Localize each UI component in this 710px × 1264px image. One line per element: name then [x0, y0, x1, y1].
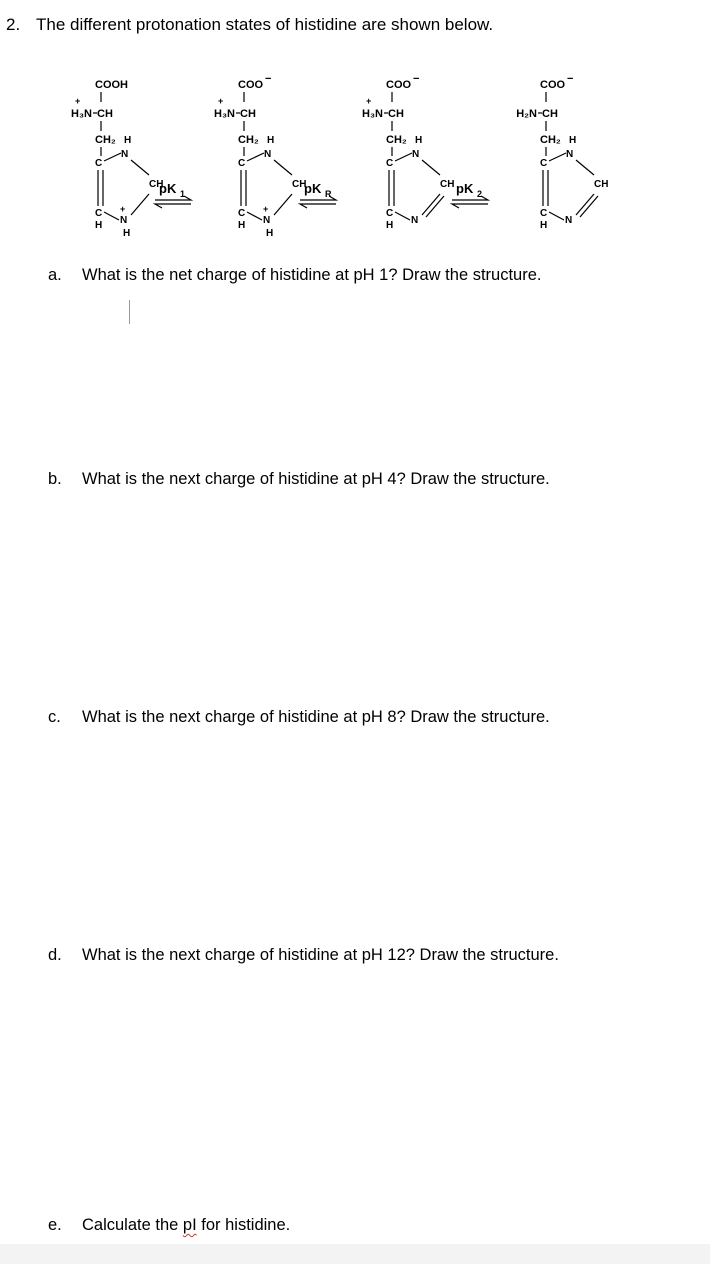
- part-text-after: for histidine.: [196, 1216, 291, 1234]
- part-letter: a.: [48, 266, 62, 284]
- forward-arrow: [452, 196, 488, 200]
- alpha-carbon: CH: [388, 108, 404, 120]
- side-chain-ch2: CH₂: [238, 134, 259, 146]
- pk-subscript: 2: [477, 189, 483, 199]
- ring-ch: CH: [594, 179, 609, 190]
- bond-line: [274, 194, 292, 215]
- ring-carbon-bottom: C: [238, 208, 246, 219]
- page-bottom-edge: [0, 1244, 710, 1264]
- pk-label: pK: [456, 181, 474, 196]
- bond-line: [576, 160, 594, 175]
- ring-ch: CH: [149, 179, 164, 190]
- ring-h-bottom: H: [540, 220, 548, 231]
- pk-label: pK: [159, 181, 177, 196]
- ring-h-top: H: [124, 135, 132, 146]
- part-d: [48, 946, 559, 965]
- part-b: [48, 470, 550, 489]
- part-text: What is the next charge of histidine at pH 4? Draw the structure.: [82, 470, 550, 488]
- carboxyl-charge: −: [567, 73, 574, 85]
- carboxyl-charge: −: [413, 73, 420, 85]
- bond-line: [549, 153, 566, 161]
- ring-h-top: H: [267, 135, 275, 146]
- part-letter: b.: [48, 470, 62, 488]
- amino-charge: +: [218, 96, 224, 106]
- bond-line: [131, 194, 149, 215]
- side-chain-ch2: CH₂: [386, 134, 407, 146]
- bond-line: [549, 212, 564, 220]
- part-c: [48, 708, 550, 727]
- ring-carbon: C: [540, 158, 548, 169]
- carboxyl-group: COOH: [95, 79, 128, 91]
- ring-ch: CH: [440, 179, 455, 190]
- bond-line: [247, 153, 264, 161]
- amino-charge: +: [75, 96, 81, 106]
- ring-carbon: C: [386, 158, 394, 169]
- part-a: [48, 266, 541, 285]
- spellcheck-flagged-word[interactable]: pI: [182, 1216, 197, 1234]
- text-cursor[interactable]: [129, 300, 130, 324]
- ring-nitrogen-charge: +: [120, 204, 126, 214]
- alpha-carbon: CH: [97, 108, 113, 120]
- carboxyl-charge: −: [265, 73, 272, 85]
- part-letter: c.: [48, 708, 61, 726]
- question-number: 2.: [6, 15, 21, 34]
- side-chain-ch2: CH₂: [540, 134, 561, 146]
- carboxyl-group: COO: [386, 79, 412, 91]
- ring-h-bottom: H: [238, 220, 246, 231]
- amino-group: H₃N: [214, 108, 235, 120]
- amino-group: H₃N: [362, 108, 383, 120]
- ring-carbon: C: [238, 158, 246, 169]
- part-e: [48, 1216, 290, 1235]
- ring-nitrogen-top: N: [412, 149, 420, 160]
- carboxyl-group: COO: [540, 79, 566, 91]
- histidine-protonation-scheme: [0, 60, 710, 250]
- pk-subscript: 1: [180, 189, 186, 199]
- reverse-arrow: [452, 204, 488, 208]
- bond-line: [395, 212, 410, 220]
- ring-nitrogen-top: N: [566, 149, 574, 160]
- ring-h-top: H: [415, 135, 423, 146]
- question-text: The different protonation states of histidine are shown below.: [36, 15, 494, 34]
- pk-label: pK: [304, 181, 322, 196]
- part-letter: d.: [48, 946, 62, 964]
- bond-line: [395, 153, 412, 161]
- ring-carbon-bottom: C: [386, 208, 394, 219]
- bond-line: [104, 212, 119, 220]
- ring-carbon-bottom: C: [95, 208, 103, 219]
- reverse-arrow: [300, 204, 336, 208]
- ring-nitrogen-bottom: N: [411, 215, 419, 226]
- carboxyl-group: COO: [238, 79, 264, 91]
- question-heading: [6, 15, 493, 35]
- ring-nitrogen-top: N: [121, 149, 129, 160]
- ring-nitrogen-bottom: N: [120, 215, 128, 226]
- ring-carbon-bottom: C: [540, 208, 548, 219]
- ring-ch: CH: [292, 179, 307, 190]
- bond-line: [274, 160, 292, 175]
- ring-nh-hydrogen: H: [123, 228, 131, 239]
- side-chain-ch2: CH₂: [95, 134, 116, 146]
- part-text-before: Calculate the: [82, 1216, 183, 1234]
- amino-group: H₂N: [516, 108, 537, 120]
- ring-h-bottom: H: [386, 220, 394, 231]
- ring-nitrogen-top: N: [264, 149, 272, 160]
- alpha-carbon: CH: [542, 108, 558, 120]
- bond-line: [247, 212, 262, 220]
- part-text: What is the next charge of histidine at pH 12? Draw the structure.: [82, 946, 559, 964]
- bond-line: [104, 153, 121, 161]
- amino-charge: +: [366, 96, 372, 106]
- ring-nitrogen-bottom: N: [565, 215, 573, 226]
- reverse-arrow: [155, 204, 191, 208]
- part-text: What is the net charge of histidine at pH 1? Draw the structure.: [82, 266, 542, 284]
- alpha-carbon: CH: [240, 108, 256, 120]
- ring-h-bottom: H: [95, 220, 103, 231]
- part-text: What is the next charge of histidine at pH 8? Draw the structure.: [82, 708, 550, 726]
- bond-line: [422, 160, 440, 175]
- ring-nitrogen-charge: +: [263, 204, 269, 214]
- bond-line: [131, 160, 149, 175]
- forward-arrow: [155, 196, 191, 200]
- ring-nitrogen-bottom: N: [263, 215, 271, 226]
- pk-subscript: R: [325, 189, 332, 199]
- part-letter: e.: [48, 1216, 62, 1234]
- ring-h-top: H: [569, 135, 577, 146]
- amino-group: H₃N: [71, 108, 92, 120]
- ring-carbon: C: [95, 158, 103, 169]
- ring-nh-hydrogen: H: [266, 228, 274, 239]
